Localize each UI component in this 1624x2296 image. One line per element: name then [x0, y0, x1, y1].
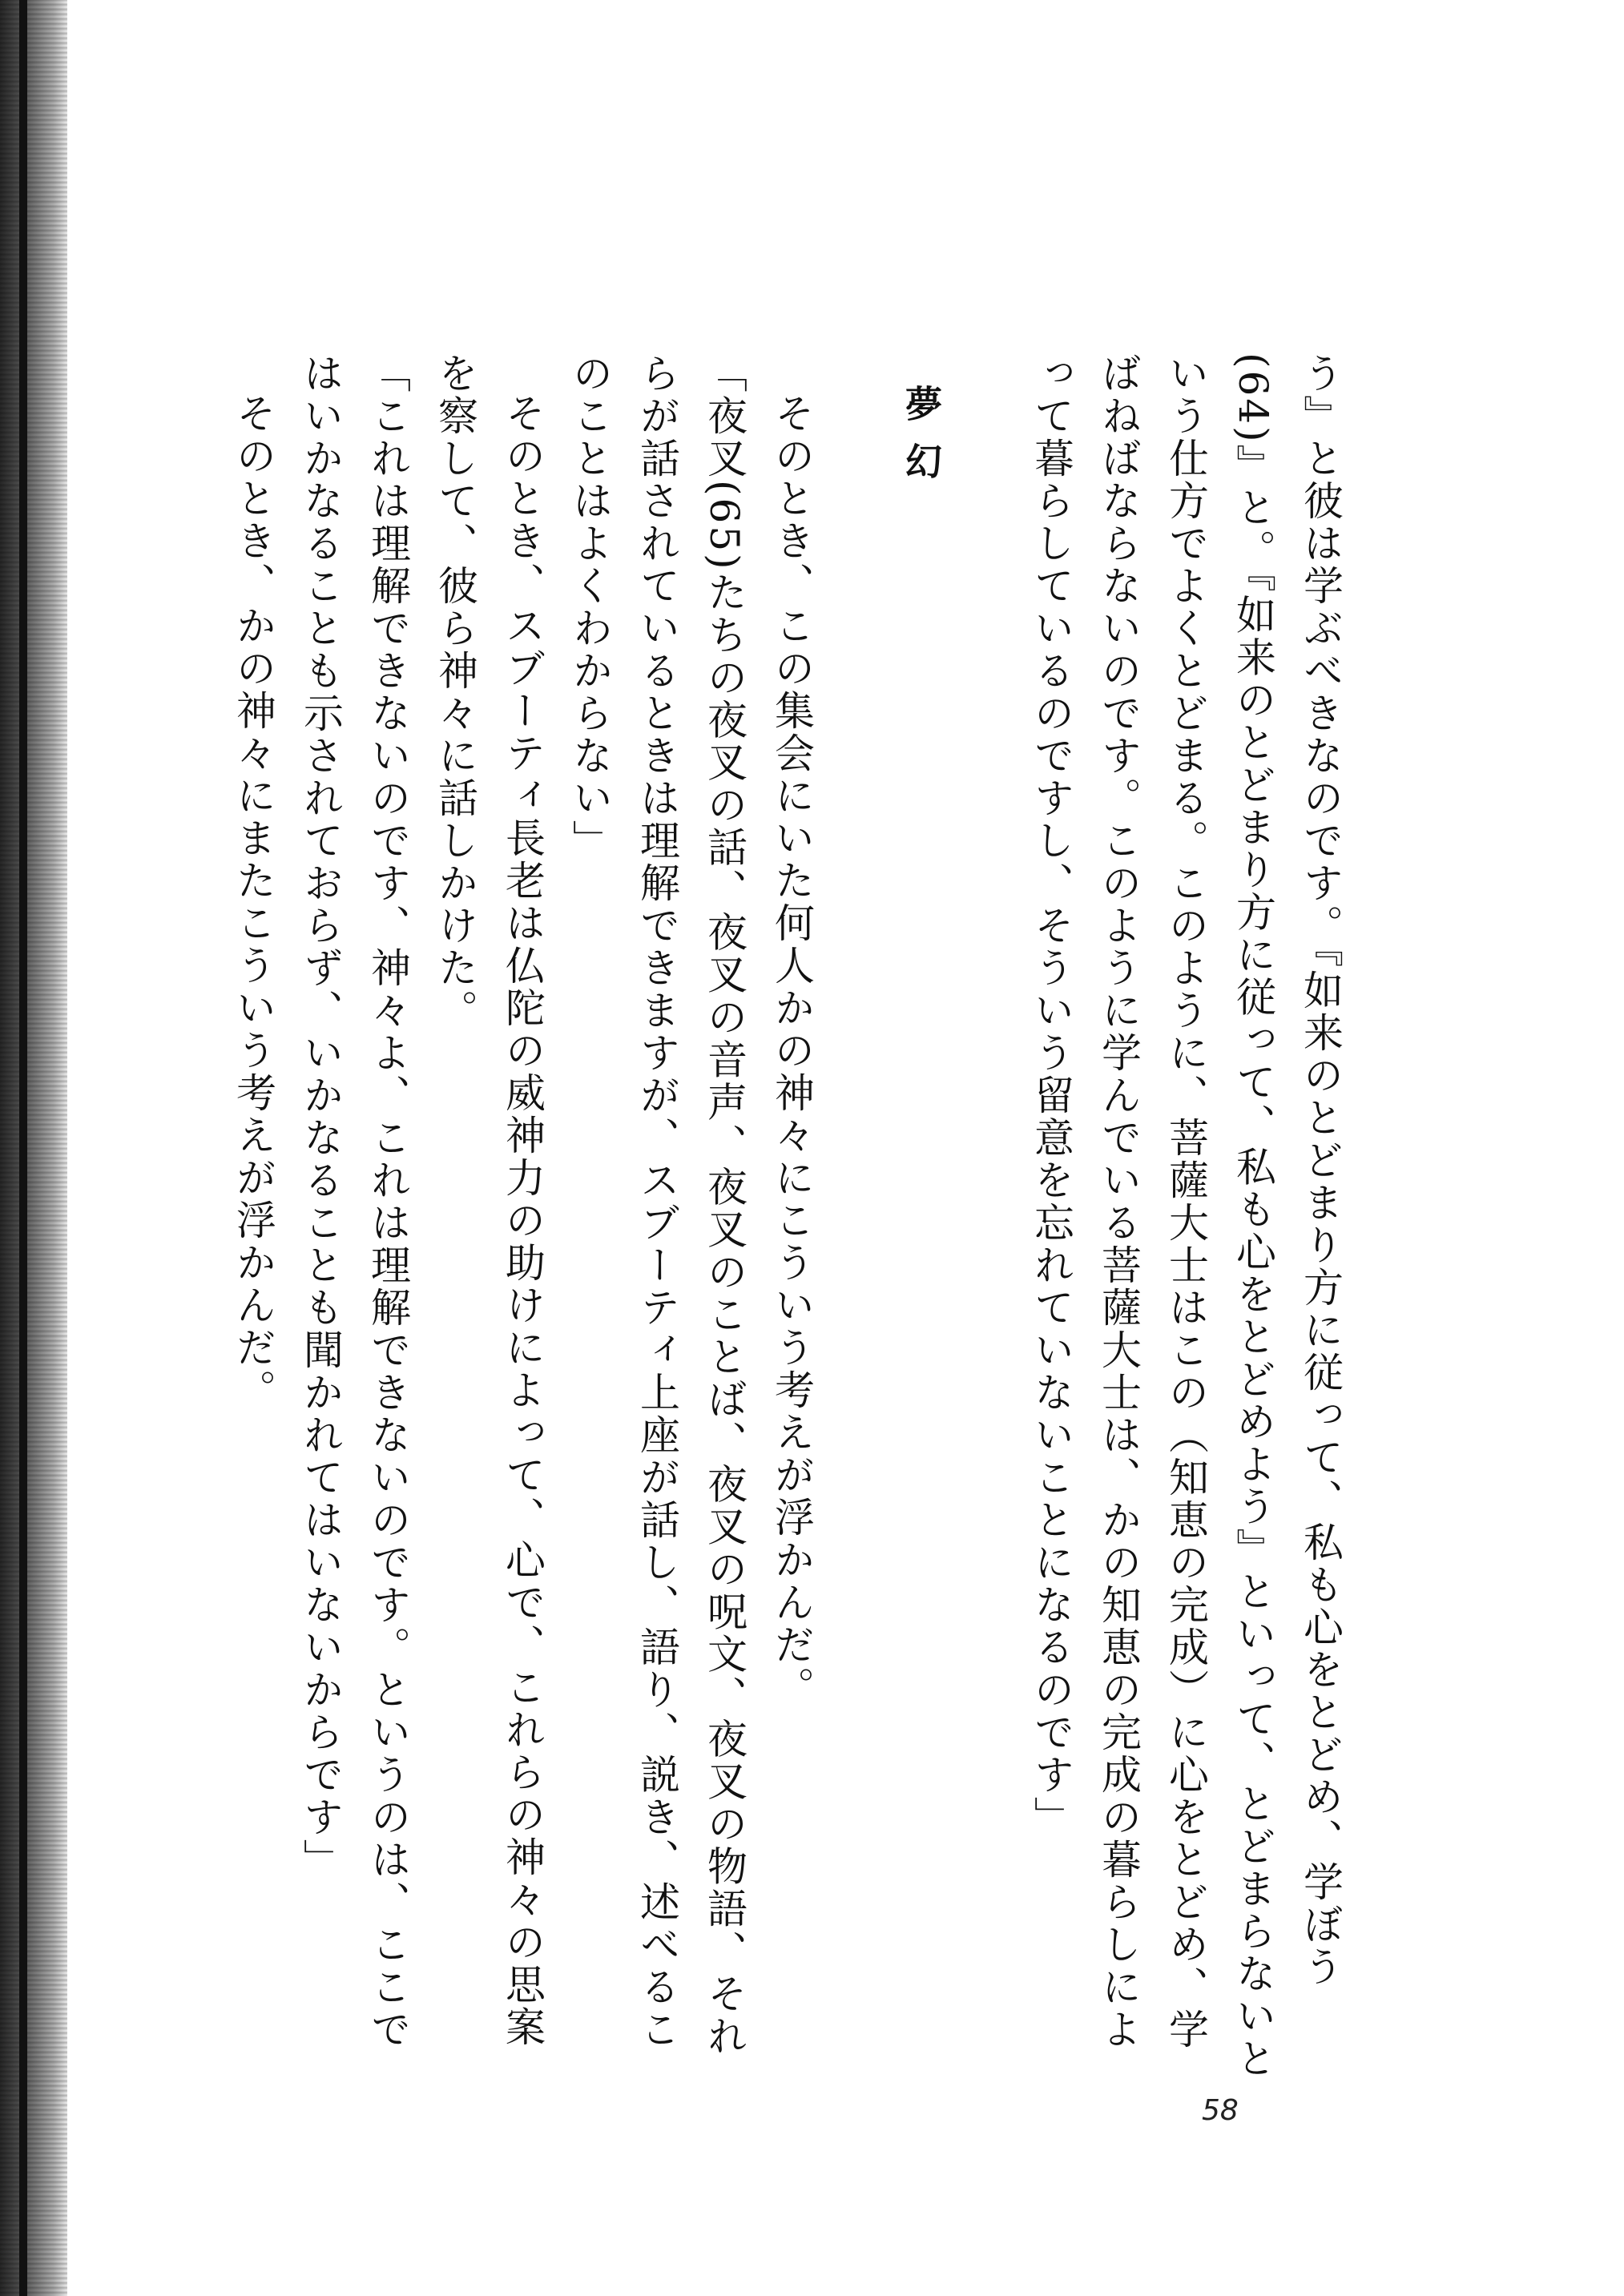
paragraph-1: う』と彼は学ぶべきなのです。『如来のとどまり方に従って、私も心をとどめ、学ぼう(64)』と。『如来のとどまり方に従って、私も心をとどめよう』といって、とどまらないという仕方でよくとどまる。このように、菩薩大士はこの（知恵の完成）に心をとどめ、学ばねばならないのです。このように学んでいる菩薩大士は、かの知恵の完成の暮らしによって暮らしているのですし、そういう留意を忘れていないことになるのです」 [1028, 352, 1344, 2080]
vertical-text-body [230, 352, 1354, 2083]
paragraph-2: そのとき、この集会にいた何人かの神々にこういう考えが浮かんだ。 [768, 393, 815, 1709]
binding-shadow [0, 0, 67, 2296]
binding-line [19, 0, 27, 2296]
paragraph-3: 「夜叉(65)たちの夜叉の話、夜叉の音声、夜叉のことば、夜叉の呪文、夜叉の物語、それらが話されているときは理解できますが、スブーティ上座が話し、語り、説き、述べるこのことはよくわからない」 [566, 352, 748, 2058]
paragraph-4: そのとき、スブーティ長老は仏陀の威神力の助けによって、心で、これらの神々の思案を察して、彼ら神々に話しかけた。 [432, 352, 546, 2048]
paragraph-6: そのとき、かの神々にまたこういう考えが浮かんだ。 [230, 393, 276, 1412]
page-number: 58 [1202, 2094, 1239, 2127]
section-heading: 夢幻 [900, 385, 943, 500]
paragraph-5: 「これは理解できないのです、神々よ、これは理解できないのです。というのは、ここではいかなることも示されておらず、いかなることも聞かれてはいないからです」 [297, 352, 411, 2051]
